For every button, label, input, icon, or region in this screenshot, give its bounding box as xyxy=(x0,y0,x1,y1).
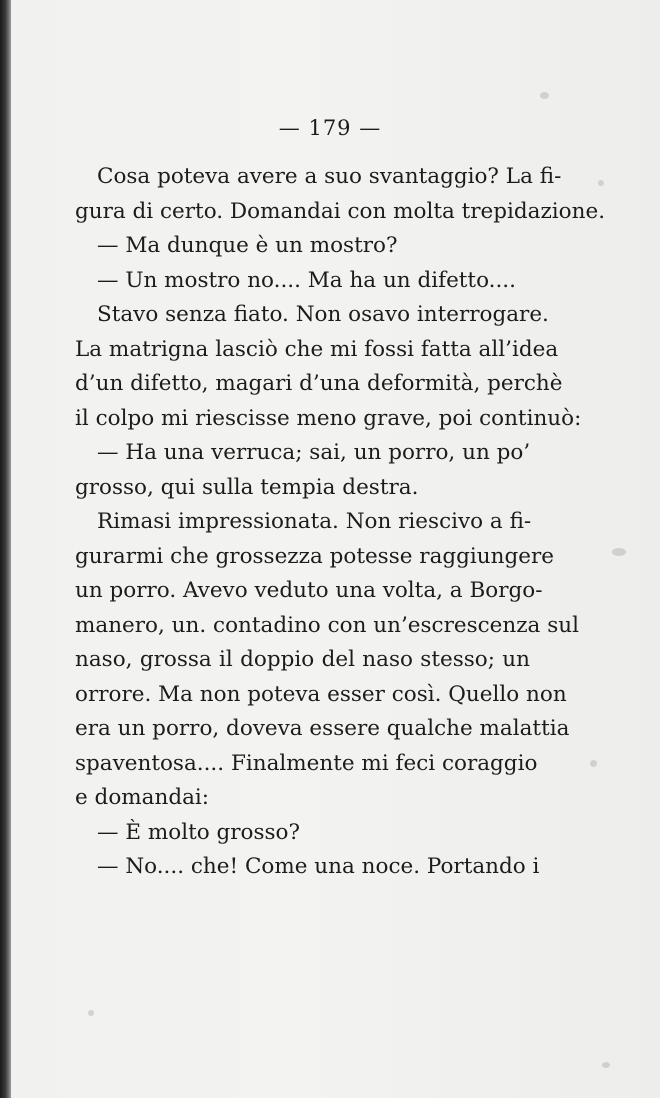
text-line: grosso, qui sulla tempia destra. xyxy=(75,474,419,500)
paper-speck xyxy=(540,92,549,99)
text-line: d’un difetto, magari d’una deformità, perchè xyxy=(75,371,563,396)
body-text xyxy=(75,160,606,885)
text-line: orrore. Ma non poteva esser così. Quello non xyxy=(75,681,567,707)
text-line: e domandai: xyxy=(75,785,210,810)
text-line: Rimasi impressionata. Non riescivo a fi- xyxy=(97,509,532,534)
page-binding-edge xyxy=(0,0,11,1098)
text-line: La matrigna lasciò che mi fossi fatta all’idea xyxy=(75,336,559,362)
text-line: un porro. Avevo veduto una volta, a Borgo- xyxy=(75,578,543,603)
paper-speck xyxy=(598,180,604,186)
paper-speck xyxy=(590,760,597,767)
text-line: gura di certo. Domandai con molta trepidazione. xyxy=(75,198,606,224)
text-line: gurarmi che grossezza potesse raggiungere xyxy=(75,543,554,569)
paper-speck xyxy=(612,548,626,556)
paper-speck xyxy=(602,1062,610,1068)
text-line: era un porro, doveva essere qualche malattia xyxy=(75,716,570,741)
text-line: Stavo senza fiato. Non osavo interrogare. xyxy=(97,302,549,327)
paper-speck xyxy=(88,1010,94,1016)
text-line: Cosa poteva avere a suo svantaggio? La fi- xyxy=(97,164,562,189)
text-line: — No.... che! Come una noce. Portando i xyxy=(97,854,540,879)
text-line: manero, un. contadino con un’escrescenza sul xyxy=(75,612,579,638)
text-line: — Un mostro no.... Ma ha un difetto.... xyxy=(97,267,516,293)
text-line: naso, grossa il doppio del naso stesso; un xyxy=(75,647,530,672)
text-line: — Ha una verruca; sai, un porro, un po’ xyxy=(97,440,531,465)
text-line: il colpo mi riescisse meno grave, poi continuò: xyxy=(75,405,582,431)
page-number: — 179 — xyxy=(278,116,382,140)
text-line: — È molto grosso? xyxy=(97,819,301,845)
text-line: — Ma dunque è un mostro? xyxy=(97,233,398,258)
text-line: spaventosa.... Finalmente mi feci coraggio xyxy=(75,750,538,776)
